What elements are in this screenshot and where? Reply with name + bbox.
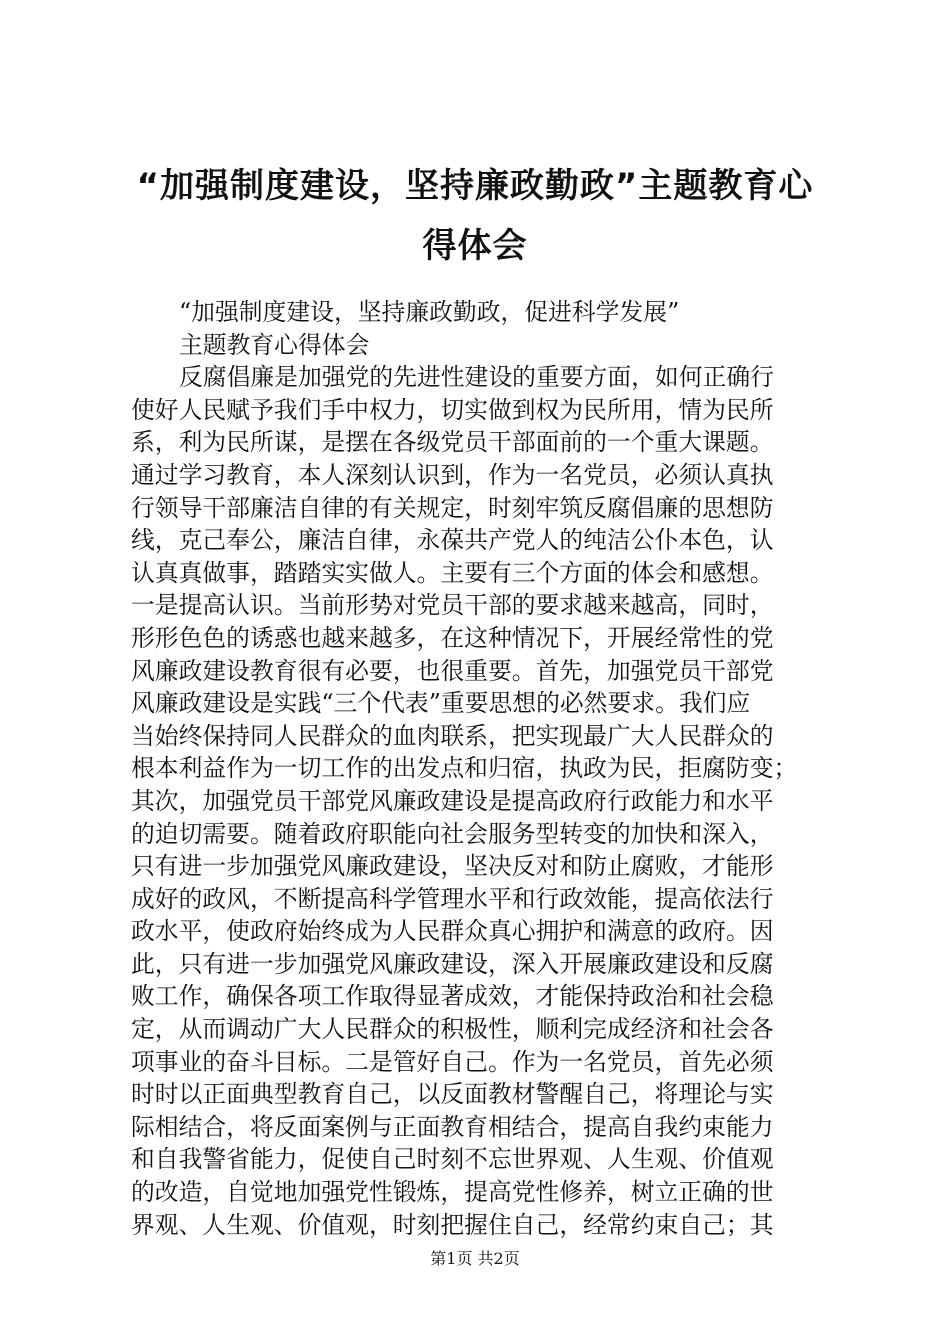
paragraph-line: 风廉政建设是实践“三个代表”重要思想的必然要求。我们应 [131, 689, 751, 718]
document-body [131, 296, 831, 1241]
paragraph-line: 当始终保持同人民群众的血肉联系，把实现最广大人民群众的 [131, 721, 774, 750]
paragraph-line: 反腐倡廉是加强党的先进性建设的重要方面，如何正确行 [179, 363, 774, 392]
title-line: 得体会 [422, 226, 528, 266]
paragraph-line: 线，克己奉公，廉洁自律，永葆共产党人的纯洁公仆本色，认 [131, 526, 774, 555]
paragraph-line: 时时以正面典型教育自己，以反面教材警醒自己，将理论与实 [131, 1080, 774, 1109]
paragraph-line: 通过学习教育，本人深刻认识到，作为一名党员，必须认真执 [131, 460, 774, 489]
subtitle-line: 主题教育心得体会 [179, 330, 370, 359]
paragraph-line: 项事业的奋斗目标。二是管好自己。作为一名党员，首先必须 [131, 1047, 774, 1076]
page-footer: 第1页 共2页 [430, 1249, 520, 1268]
paragraph-line: 只有进一步加强党风廉政建设，坚决反对和防止腐败，才能形 [131, 852, 774, 881]
paragraph-line: 的迫切需要。随着政府职能向社会服务型转变的加快和深入， [131, 819, 774, 848]
paragraph-line: 的改造，自觉地加强党性锻炼，提高党性修养，树立正确的世 [131, 1178, 774, 1207]
paragraph-line: 根本利益作为一切工作的出发点和归宿，执政为民，拒腐防变； [131, 754, 798, 783]
paragraph-line: 其次，加强党员干部党风廉政建设是提高政府行政能力和水平 [131, 786, 774, 815]
paragraph-line: 际相结合，将反面案例与正面教育相结合，提高自我约束能力 [131, 1112, 774, 1141]
paragraph-line: 行领导干部廉洁自律的有关规定，时刻牢筑反腐倡廉的思想防 [131, 493, 774, 522]
paragraph-line: 一是提高认识。当前形势对党员干部的要求越来越高，同时， [131, 591, 774, 620]
paragraph-line: 风廉政建设教育很有必要，也很重要。首先，加强党员干部党 [131, 656, 774, 685]
paragraph-line: 系，利为民所谋，是摆在各级党员干部面前的一个重大课题。 [131, 428, 774, 457]
paragraph-line: 成好的政风，不断提高科学管理水平和行政效能，提高依法行 [131, 884, 774, 913]
paragraph-line: 败工作，确保各项工作取得显著成效，才能保持政治和社会稳 [131, 982, 774, 1011]
paragraph-line: 形形色色的诱惑也越来越多，在这种情况下，开展经常性的党 [131, 623, 774, 652]
paragraph-line: 此，只有进一步加强党风廉政建设，深入开展廉政建设和反腐 [131, 949, 774, 978]
document-title [110, 156, 840, 276]
subtitle-line: “加强制度建设，坚持廉政勤政，促进科学发展” [179, 298, 680, 326]
paragraph-line: 政水平，使政府始终成为人民群众真心拥护和满意的政府。因 [131, 917, 774, 946]
paragraph-line: 定，从而调动广大人民群众的积极性，顺利完成经济和社会各 [131, 1015, 774, 1044]
paragraph-line: 使好人民赋予我们手中权力，切实做到权为民所用，情为民所 [131, 395, 774, 424]
title-line: “加强制度建设，坚持廉政勤政”主题教育心 [136, 166, 814, 206]
paragraph-line: 界观、人生观、价值观，时刻把握住自己，经常约束自己；其 [131, 1210, 774, 1239]
paragraph-line: 认真真做事，踏踏实实做人。主要有三个方面的体会和感想。 [131, 558, 774, 587]
paragraph-line: 和自我警省能力，促使自己时刻不忘世界观、人生观、价值观 [131, 1145, 774, 1174]
